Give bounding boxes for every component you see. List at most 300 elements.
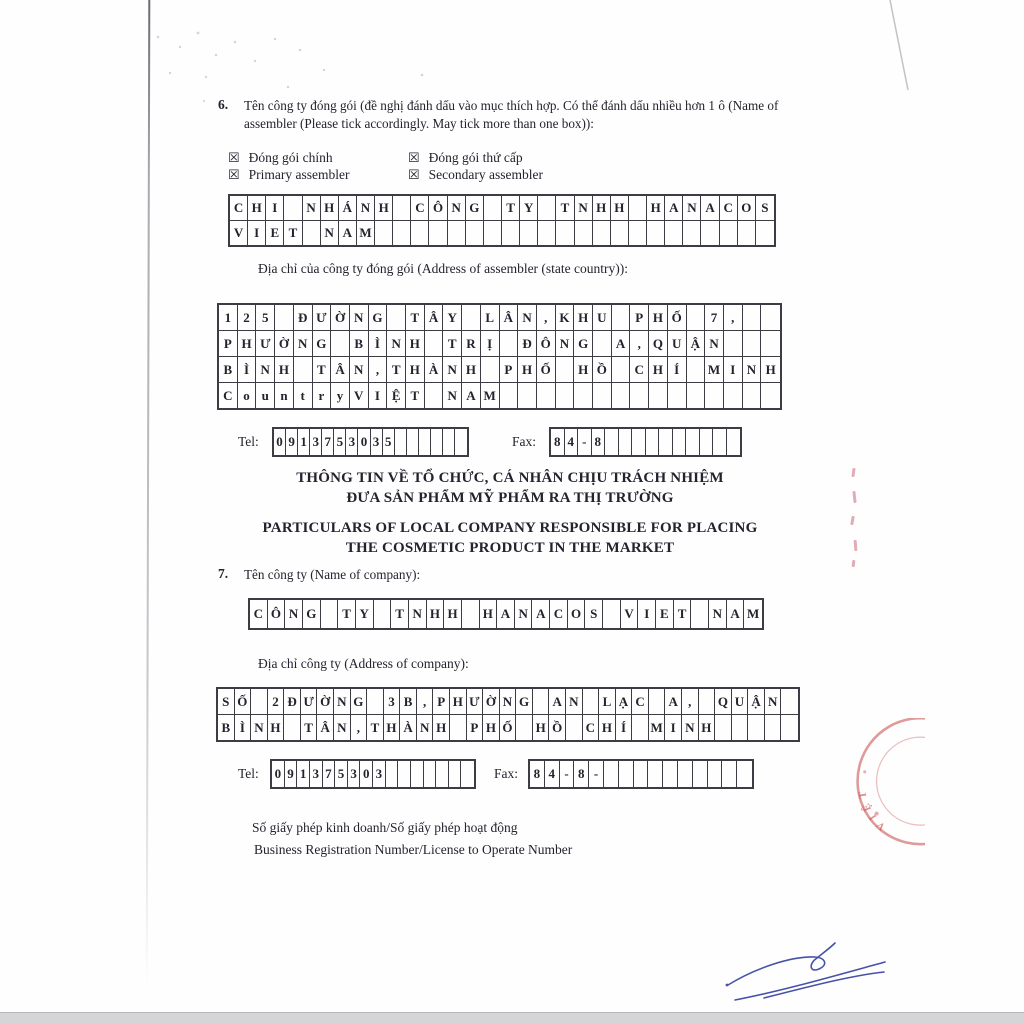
grid-cell	[448, 221, 466, 245]
grid-cell	[411, 221, 429, 245]
grid-cell	[611, 221, 629, 245]
grid-cell: T	[391, 600, 409, 628]
grid-cell: T	[338, 600, 356, 628]
grid-cell: G	[313, 331, 332, 356]
grid-cell: u	[256, 383, 275, 408]
grid-cell: E	[266, 221, 284, 245]
grid-cell: M	[481, 383, 500, 408]
grid-cell: Đ	[284, 689, 301, 714]
grid-cell	[647, 221, 665, 245]
grid-cell: 1	[298, 429, 310, 455]
grid-cell: 8	[574, 761, 589, 787]
grid-cell: H	[483, 715, 500, 740]
grid-cell	[649, 689, 666, 714]
grid-cell	[756, 221, 774, 245]
grid-cell: H	[375, 196, 393, 220]
grid-cell: N	[350, 305, 369, 330]
grid-cell: 5	[335, 761, 348, 787]
grid-cell: 5	[383, 429, 395, 455]
grid-cell	[500, 331, 519, 356]
grid-cell: A	[665, 196, 683, 220]
grid-cell: S	[585, 600, 603, 628]
section7-label: Tên công ty (Name of company):	[244, 567, 421, 582]
grid-cell: 1	[219, 305, 238, 330]
grid-cell	[455, 429, 467, 455]
grid-cell: A	[497, 600, 515, 628]
grid-row	[230, 196, 774, 220]
grid-cell: 7	[322, 429, 334, 455]
grid-cell: H	[462, 357, 481, 382]
grid-cell	[743, 305, 762, 330]
section7-number: 7.	[218, 566, 229, 581]
grid-cell	[284, 196, 302, 220]
grid-cell: N	[515, 600, 533, 628]
grid-cell: Í	[616, 715, 633, 740]
grid-cell: N	[705, 331, 724, 356]
grid-cell: 3	[348, 761, 361, 787]
stamp-text: VIỆT	[855, 785, 889, 833]
grid-cell: A	[665, 689, 682, 714]
grid-cell	[424, 761, 437, 787]
grid-cell: T	[556, 196, 574, 220]
grid-cell: N	[443, 357, 462, 382]
grid-cell	[761, 331, 780, 356]
grid-cell: S	[218, 689, 235, 714]
grid-cell: M	[649, 715, 666, 740]
checkbox-label: Primary assembler	[248, 166, 350, 182]
grid-cell: Đ	[518, 331, 537, 356]
grid-cell: n	[275, 383, 294, 408]
grid-cell: Ờ	[483, 689, 500, 714]
grid-cell: G	[303, 600, 321, 628]
grid-cell	[629, 221, 647, 245]
grid-cell: 0	[274, 429, 286, 455]
grid-cell: A	[727, 600, 745, 628]
grid-cell: H	[444, 600, 462, 628]
grid-cell: A	[701, 196, 719, 220]
grid-cell	[691, 600, 709, 628]
grid-cell	[303, 221, 321, 245]
grid-cell	[699, 689, 716, 714]
grid-cell: H	[518, 357, 537, 382]
grid-row	[250, 600, 762, 628]
grid-cell	[737, 761, 752, 787]
grid-cell: N	[575, 196, 593, 220]
grid-cell: 8	[530, 761, 545, 787]
grid-row	[218, 689, 798, 714]
grid-cell: y	[331, 383, 350, 408]
grid-cell: H	[533, 715, 550, 740]
grid-row	[218, 714, 798, 740]
grid-cell: H	[248, 196, 266, 220]
grid-cell: H	[699, 715, 716, 740]
grid-cell: ,	[351, 715, 368, 740]
grid-cell	[419, 429, 431, 455]
grid-cell	[686, 429, 700, 455]
grid-cell: P	[433, 689, 450, 714]
grid-cell: T	[387, 357, 406, 382]
grid-row	[274, 429, 467, 455]
grid-cell: T	[367, 715, 384, 740]
grid-cell	[518, 383, 537, 408]
grid-cell: K	[556, 305, 575, 330]
grid-cell	[705, 383, 724, 408]
grid-cell	[484, 196, 502, 220]
company-name-grid	[248, 598, 764, 630]
grid-cell: N	[409, 600, 427, 628]
grid-cell: 5	[256, 305, 275, 330]
checked-box-icon: ☒	[228, 167, 240, 182]
grid-cell: Ố	[235, 689, 252, 714]
grid-cell: O	[568, 600, 586, 628]
grid-cell	[678, 761, 693, 787]
grid-cell: 4	[565, 429, 579, 455]
grid-cell: Â	[425, 305, 444, 330]
grid-cell: -	[589, 761, 604, 787]
checkbox-group-primary	[228, 149, 350, 183]
grid-row	[219, 330, 780, 356]
grid-cell: P	[219, 331, 238, 356]
grid-cell	[727, 429, 741, 455]
grid-cell	[724, 383, 743, 408]
grid-cell: C	[583, 715, 600, 740]
grid-cell: H	[406, 357, 425, 382]
grid-cell: 1	[297, 761, 310, 787]
checked-box-icon: ☒	[228, 150, 240, 165]
grid-cell: N	[294, 331, 313, 356]
grid-cell	[646, 429, 660, 455]
grid-cell: M	[705, 357, 724, 382]
grid-cell	[481, 357, 500, 382]
grid-cell: C	[720, 196, 738, 220]
grid-cell: H	[611, 196, 629, 220]
grid-cell: N	[443, 383, 462, 408]
grid-cell	[387, 305, 406, 330]
grid-cell: 4	[545, 761, 560, 787]
grid-cell: Á	[339, 196, 357, 220]
grid-cell: G	[516, 689, 533, 714]
grid-cell: H	[406, 331, 425, 356]
grid-cell	[500, 383, 519, 408]
grid-cell	[765, 715, 782, 740]
grid-cell	[583, 689, 600, 714]
grid-cell	[425, 331, 444, 356]
grid-cell: G	[466, 196, 484, 220]
grid-cell	[450, 715, 467, 740]
grid-cell	[556, 383, 575, 408]
tel1-grid	[272, 427, 469, 457]
grid-cell	[251, 689, 268, 714]
grid-cell: U	[668, 331, 687, 356]
grid-cell	[781, 689, 798, 714]
grid-cell	[462, 305, 481, 330]
grid-cell: 9	[286, 429, 298, 455]
grid-cell: V	[230, 221, 248, 245]
grid-cell: Ố	[537, 357, 556, 382]
grid-cell: T	[313, 357, 332, 382]
grid-cell	[461, 761, 474, 787]
grid-cell	[556, 221, 574, 245]
grid-cell: N	[251, 715, 268, 740]
grid-cell	[449, 761, 462, 787]
grid-cell	[781, 715, 798, 740]
grid-cell	[720, 221, 738, 245]
grid-cell: Y	[356, 600, 374, 628]
checkbox-label: Secondary assembler	[428, 166, 543, 182]
grid-cell: Ờ	[317, 689, 334, 714]
grid-cell: N	[334, 689, 351, 714]
grid-cell	[393, 221, 411, 245]
grid-cell: H	[450, 689, 467, 714]
grid-cell: Ư	[301, 689, 318, 714]
signature	[722, 942, 890, 1008]
grid-cell	[575, 221, 593, 245]
grid-cell	[668, 383, 687, 408]
grid-cell	[284, 715, 301, 740]
grid-cell: T	[502, 196, 520, 220]
tel1-label: Tel:	[238, 434, 259, 449]
grid-cell: Ờ	[275, 331, 294, 356]
grid-cell: Q	[715, 689, 732, 714]
grid-cell: E	[656, 600, 674, 628]
assembler-name-grid	[228, 194, 776, 247]
grid-cell: A	[532, 600, 550, 628]
grid-cell: 2	[238, 305, 257, 330]
fax2-grid	[528, 759, 754, 789]
grid-cell: T	[406, 383, 425, 408]
grid-cell: -	[560, 761, 575, 787]
grid-cell	[393, 196, 411, 220]
grid-cell: t	[294, 383, 313, 408]
grid-cell: Y	[443, 305, 462, 330]
grid-cell	[619, 761, 634, 787]
grid-cell: Ậ	[748, 689, 765, 714]
grid-cell: N	[321, 221, 339, 245]
heading-en-line1: PARTICULARS OF LOCAL COMPANY RESPONSIBLE FOR PLACING	[262, 520, 758, 536]
grid-cell: Ậ	[687, 331, 706, 356]
grid-cell: R	[462, 331, 481, 356]
grid-cell: Ồ	[593, 357, 612, 382]
grid-cell	[724, 331, 743, 356]
grid-cell	[732, 715, 749, 740]
grid-cell: N	[683, 196, 701, 220]
grid-cell	[367, 689, 384, 714]
grid-cell	[538, 221, 556, 245]
grid-cell	[687, 383, 706, 408]
grid-cell: C	[250, 600, 268, 628]
tel2-label: Tel:	[238, 766, 259, 781]
grid-cell	[659, 429, 673, 455]
grid-cell: Đ	[294, 305, 313, 330]
grid-cell	[761, 305, 780, 330]
grid-cell: I	[248, 221, 266, 245]
grid-cell	[604, 761, 619, 787]
grid-cell	[612, 383, 631, 408]
grid-cell: T	[406, 305, 425, 330]
grid-cell	[374, 600, 392, 628]
grid-cell: ,	[682, 689, 699, 714]
grid-cell	[431, 429, 443, 455]
grid-cell: I	[369, 383, 388, 408]
grid-cell	[516, 715, 533, 740]
grid-cell	[321, 600, 339, 628]
grid-cell	[634, 761, 649, 787]
grid-cell	[619, 429, 633, 455]
grid-cell: I	[266, 196, 284, 220]
grid-cell: ,	[537, 305, 556, 330]
grid-cell: Ạ	[616, 689, 633, 714]
grid-cell	[556, 357, 575, 382]
grid-cell: H	[433, 715, 450, 740]
grid-cell: À	[425, 357, 444, 382]
grid-cell: N	[303, 196, 321, 220]
grid-cell: N	[500, 689, 517, 714]
grid-cell: O	[738, 196, 756, 220]
checkbox-label: Đóng gói thứ cấp	[428, 149, 523, 165]
grid-cell: Ì	[238, 357, 257, 382]
grid-cell: U	[732, 689, 749, 714]
company-address-grid	[216, 687, 800, 742]
grid-cell	[429, 221, 447, 245]
grid-cell	[593, 221, 611, 245]
grid-cell: C	[632, 689, 649, 714]
grid-cell	[687, 357, 706, 382]
grid-cell: Í	[668, 357, 687, 382]
grid-cell	[713, 429, 727, 455]
grid-cell: H	[427, 600, 445, 628]
grid-cell	[294, 357, 313, 382]
grid-cell: C	[550, 600, 568, 628]
grid-cell: Â	[317, 715, 334, 740]
grid-cell	[593, 383, 612, 408]
company-address-label: Địa chỉ công ty (Address of company):	[258, 656, 469, 671]
grid-cell: N	[566, 689, 583, 714]
grid-row	[219, 382, 780, 408]
grid-cell	[275, 305, 294, 330]
grid-cell: 0	[360, 761, 373, 787]
grid-cell: Ệ	[387, 383, 406, 408]
grid-cell	[683, 221, 701, 245]
grid-cell	[663, 761, 678, 787]
grid-cell: H	[647, 196, 665, 220]
grid-cell: 8	[551, 429, 565, 455]
checkbox-primary-en	[228, 166, 350, 183]
grid-cell: N	[334, 715, 351, 740]
grid-cell	[687, 305, 706, 330]
checkbox-secondary-vn	[408, 149, 543, 166]
grid-cell: N	[350, 357, 369, 382]
assembler-address-grid	[217, 303, 782, 410]
grid-cell	[603, 600, 621, 628]
grid-cell	[462, 600, 480, 628]
grid-cell: Y	[520, 196, 538, 220]
grid-cell: T	[674, 600, 692, 628]
grid-cell: H	[480, 600, 498, 628]
grid-cell: ,	[417, 689, 434, 714]
grid-cell	[566, 715, 583, 740]
grid-cell: 3	[346, 429, 358, 455]
grid-cell	[700, 429, 714, 455]
grid-cell: T	[284, 221, 302, 245]
grid-cell	[605, 429, 619, 455]
grid-cell: M	[747, 606, 760, 621]
license-label-vn: Số giấy phép kinh doanh/Số giấy phép hoạt động	[252, 820, 518, 835]
grid-cell: 3	[310, 429, 322, 455]
grid-cell	[693, 761, 708, 787]
fax1-grid	[549, 427, 742, 457]
fax2-label: Fax:	[494, 766, 519, 781]
grid-cell: o	[238, 383, 257, 408]
checked-box-icon: ☒	[408, 167, 420, 182]
grid-cell: H	[268, 715, 285, 740]
grid-cell: C	[630, 357, 649, 382]
grid-cell: H	[574, 305, 593, 330]
grid-cell: 7	[705, 305, 724, 330]
grid-cell: G	[369, 305, 388, 330]
grid-cell: B	[350, 331, 369, 356]
grid-cell	[443, 429, 455, 455]
grid-cell: Ố	[500, 715, 517, 740]
grid-cell: N	[285, 600, 303, 628]
section6-number: 6.	[218, 97, 229, 112]
grid-cell: Ì	[369, 331, 388, 356]
grid-cell: B	[400, 689, 417, 714]
grid-cell: S	[761, 200, 769, 215]
grid-cell: Ư	[256, 331, 275, 356]
grid-cell: N	[417, 715, 434, 740]
grid-cell: U	[593, 305, 612, 330]
grid-cell	[715, 715, 732, 740]
grid-cell	[612, 357, 631, 382]
grid-cell	[502, 221, 520, 245]
grid-cell: B	[219, 357, 238, 382]
grid-cell	[722, 761, 737, 787]
grid-cell: C	[411, 196, 429, 220]
grid-cell	[425, 383, 444, 408]
grid-cell	[630, 383, 649, 408]
grid-cell: ,	[724, 305, 743, 330]
grid-row	[219, 305, 780, 330]
grid-cell: 7	[323, 761, 336, 787]
heading-vn-line1: THÔNG TIN VỀ TỔ CHỨC, CÁ NHÂN CHỊU TRÁCH NHIỆM	[296, 470, 724, 486]
grid-cell: P	[500, 357, 519, 382]
grid-cell: N	[682, 715, 699, 740]
grid-cell: Â	[500, 305, 519, 330]
grid-cell: L	[599, 689, 616, 714]
grid-cell: 3	[373, 761, 386, 787]
checkbox-secondary-en	[408, 166, 543, 183]
grid-cell	[629, 196, 647, 220]
grid-cell: B	[218, 715, 235, 740]
grid-cell: T	[443, 331, 462, 356]
grid-row	[219, 356, 780, 382]
grid-cell: H	[384, 715, 401, 740]
grid-cell: Â	[331, 357, 350, 382]
grid-cell: Q	[649, 331, 668, 356]
grid-cell: ,	[369, 357, 388, 382]
grid-cell: H	[649, 305, 668, 330]
grid-cell: N	[387, 331, 406, 356]
grid-cell: Ị	[481, 331, 500, 356]
grid-cell: Ô	[429, 196, 447, 220]
grid-cell: N	[357, 196, 375, 220]
grid-cell	[632, 429, 646, 455]
fax1-label: Fax:	[512, 434, 537, 449]
grid-cell	[538, 196, 556, 220]
grid-cell	[665, 221, 683, 245]
grid-cell: Ờ	[331, 305, 350, 330]
grid-cell: 3	[384, 689, 401, 714]
